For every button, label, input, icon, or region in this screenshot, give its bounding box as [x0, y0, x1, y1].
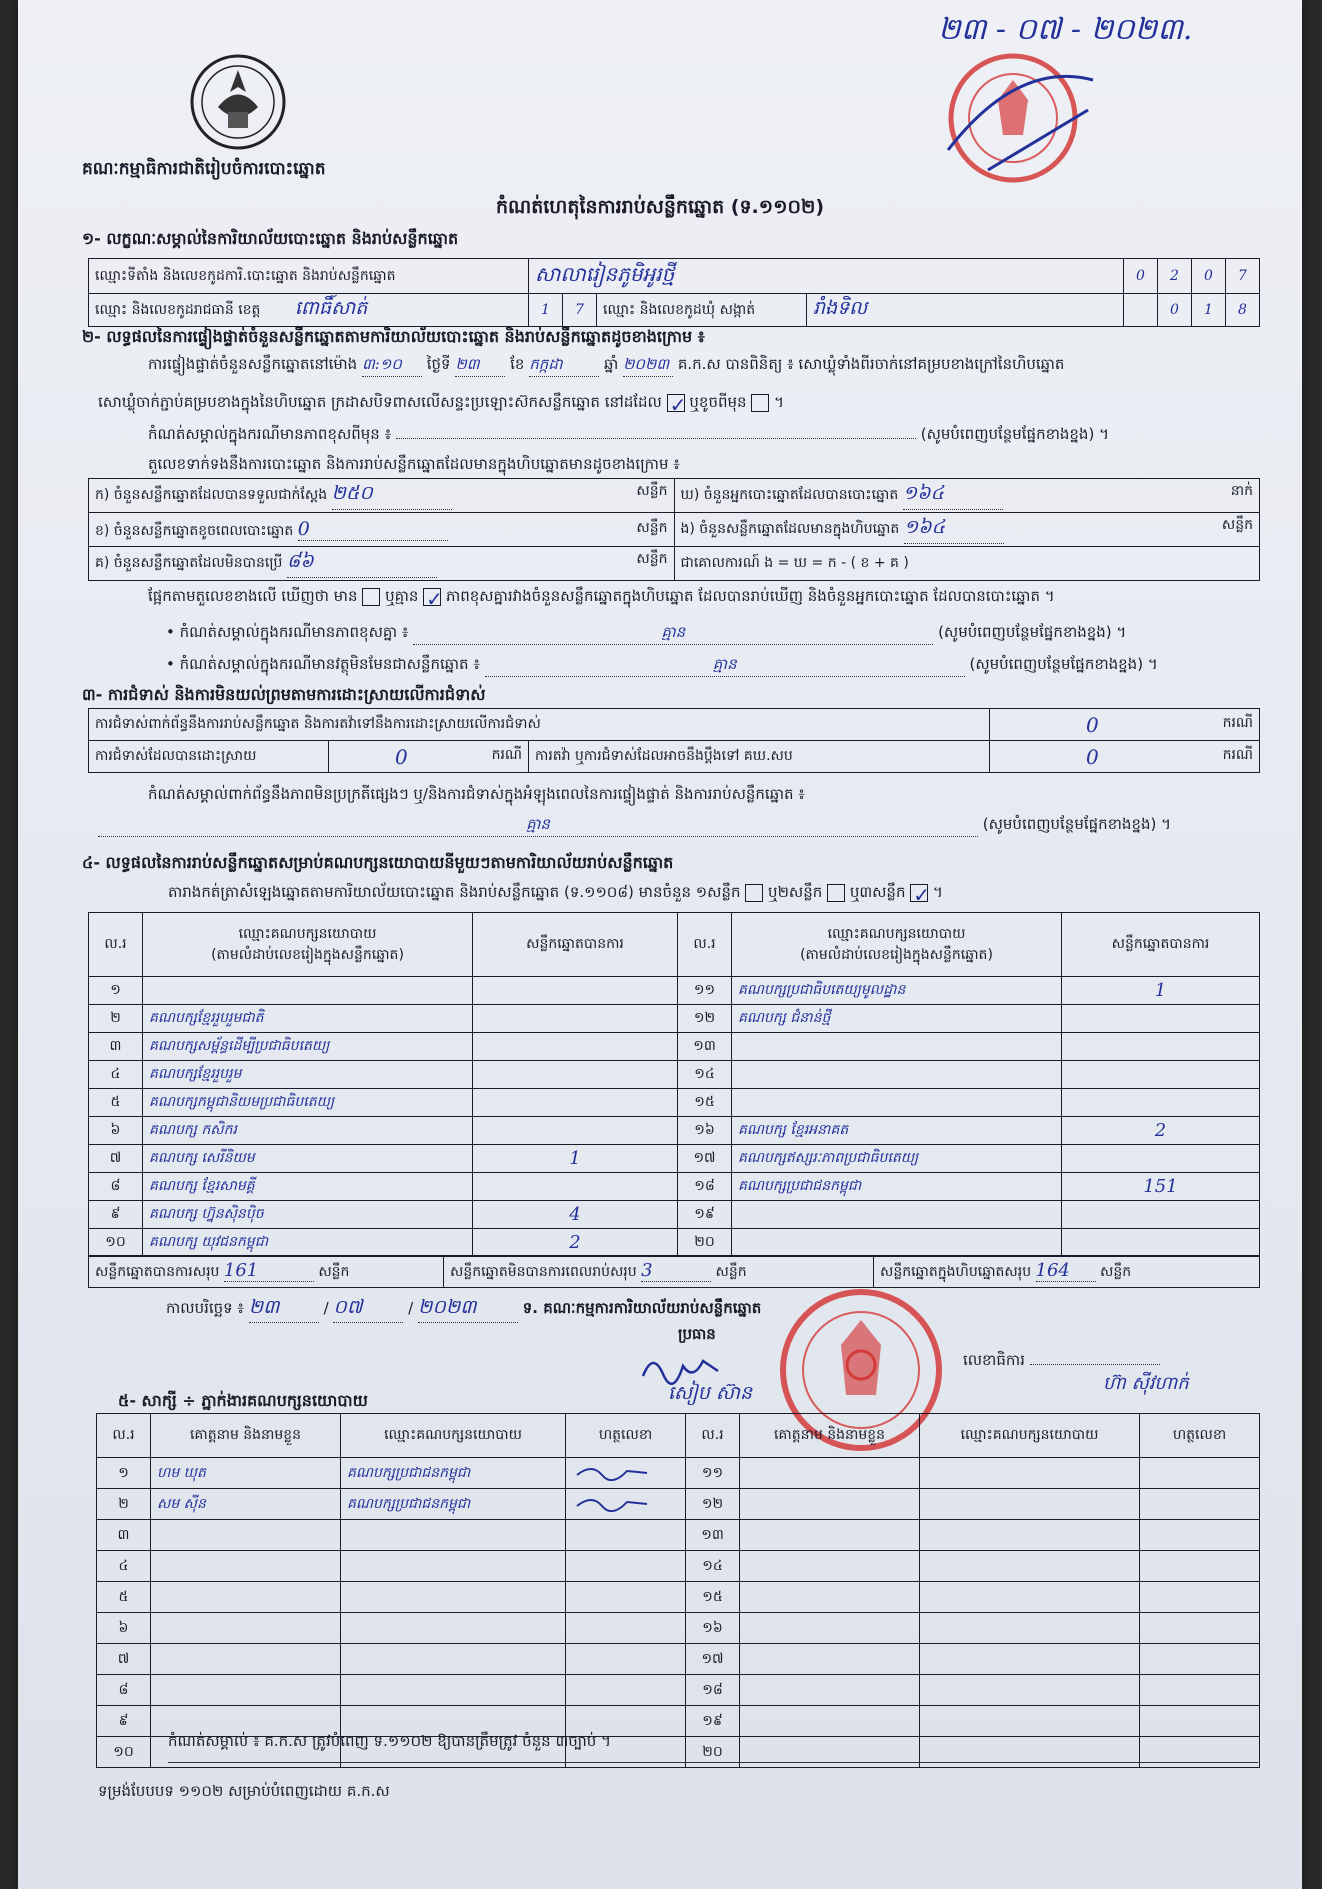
party-votes [473, 1117, 678, 1145]
diff-note-line [166, 620, 1256, 645]
row-no: ៤ [97, 1551, 151, 1582]
difference-note [148, 422, 1258, 446]
para-text: ឬ២សន្លឹក [768, 883, 823, 901]
witness-signature [1140, 1458, 1260, 1489]
row-no: ៨ [97, 1675, 151, 1706]
witness-signature [566, 1613, 686, 1644]
irregularity-note-line [98, 812, 1258, 837]
date-year: ២០២៣ [418, 1292, 518, 1323]
difference-yes-checkbox[interactable] [362, 588, 380, 606]
unit-case: ករណី [1222, 714, 1253, 731]
two-sheets-checkbox[interactable] [827, 884, 845, 902]
damaged-checkbox[interactable] [751, 394, 769, 412]
witness-party: គណបក្សប្រជាជនកម្ពុជា [341, 1458, 566, 1489]
count-value-e: ១៦៤ [904, 515, 1004, 544]
commune-code-digit: 8 [1226, 294, 1260, 327]
table-row [97, 1551, 1260, 1582]
party-name: គណបក្សឥស្សរៈភាពប្រជាធិបតេយ្យ [732, 1145, 1062, 1173]
witness-name [151, 1551, 341, 1582]
sheet-count-line: តារាងកត់ត្រាសំឡេងឆ្នោតតាមការិយាល័យបោះឆ្នោត និងរាប់សន្លឹកឆ្នោត (ទ.១១០៨) មានចំនួន ១សន្លឹក ឬ២សន្លឹក ឬ៣សន្លឹក ✓ ។ [168, 880, 1258, 904]
party-name: គណបក្ស ខ្មែរអនាគត [732, 1117, 1062, 1145]
witness-name [151, 1675, 341, 1706]
sum-invalid-value: 3 [641, 1260, 711, 1282]
row-no: ៣ [89, 1033, 143, 1061]
count-label-e: ង) ចំនួនសន្លឹកឆ្នោតដែលមានក្នុងហិបឆ្នោត [680, 521, 900, 537]
row-no: ៣ [97, 1520, 151, 1551]
count-value-d: ១៦៤ [903, 481, 1003, 510]
table-row [97, 1489, 1260, 1520]
party-name: គណបក្សខ្មែររួបរួម [143, 1061, 473, 1089]
witness-name: ហម ឃុត [151, 1458, 341, 1489]
witness-name [740, 1520, 920, 1551]
witness-signature [566, 1582, 686, 1613]
col-name: គោត្តនាម និងនាមខ្លួន [151, 1414, 341, 1458]
para-text: ខែ [510, 355, 525, 373]
one-sheet-checkbox[interactable] [745, 884, 763, 902]
org-name: គណៈកម្មាធិការជាតិរៀបចំការបោះឆ្នោត [82, 159, 326, 179]
count-value-b: 0 [298, 518, 448, 541]
irregularity-note-label: កំណត់សម្គាល់ពាក់ព័ន្ធនឹងភាពមិនប្រក្រតីផ្សេងៗ ឬ/និងការជំទាស់ក្នុងអំឡុងពេលនៃការផ្ទៀងផ្ទាត់ និងការរាប់សន្លឹកឆ្នោត ៖ [148, 785, 805, 803]
table-row [89, 1033, 1260, 1061]
party-votes [473, 1173, 678, 1201]
col-no: ល.រ [97, 1414, 151, 1458]
unit-sheet: សន្លឹក [1099, 1264, 1132, 1280]
foreign-note-line [166, 652, 1256, 677]
chair-label: ប្រធាន [678, 1325, 716, 1343]
witness-name: សម ស៊ីន [151, 1489, 341, 1520]
party-name [732, 1089, 1062, 1117]
commune-code-digit: 0 [1158, 294, 1192, 327]
witness-party [920, 1520, 1140, 1551]
party-name: គណបក្សប្រជាធិបតេយ្យមូលដ្ឋាន [732, 977, 1062, 1005]
station-code-digit: 7 [1226, 259, 1260, 294]
row-no: ១៨ [678, 1173, 732, 1201]
row-no: ១០ [97, 1737, 151, 1768]
note-label: កំណត់សម្គាល់ក្នុងករណីមានភាពខុសពីមុន ៖ [148, 425, 392, 443]
witness-party [920, 1458, 1140, 1489]
witness-signature [566, 1551, 686, 1582]
row-no: ៧ [97, 1644, 151, 1675]
party-name: គណបក្ស យុវជនកម្ពុជា [143, 1229, 473, 1257]
row-no: ១៦ [678, 1117, 732, 1145]
col-party-sub: (តាមលំដាប់លេខរៀងក្នុងសន្លឹកឆ្នោត) [211, 946, 404, 963]
fill-note: (សូមបំពេញបន្ថែមផ្នែកខាងខ្នង) ។ [938, 623, 1127, 641]
party-votes: 1 [1062, 977, 1260, 1005]
para-text: គ.ក.ស បានពិនិត្យ ៖ សោឃ្លុំទាំងពីរចាក់នៅគម្របខាងក្រៅនៃហិបឆ្នោត [677, 355, 1065, 373]
table-row [89, 1117, 1260, 1145]
witness-table [96, 1413, 1260, 1768]
intact-checkbox[interactable] [667, 394, 685, 412]
witness-name [151, 1613, 341, 1644]
province-value: ពោធិ៍សាត់ [294, 297, 368, 319]
diff-label: • កំណត់សម្គាល់ក្នុងករណីមានភាពខុសគ្នា ៖ [166, 623, 409, 641]
witness-name [740, 1706, 920, 1737]
witness-party [341, 1520, 566, 1551]
row-no: ២ [97, 1489, 151, 1520]
three-sheets-checkbox[interactable] [910, 884, 928, 902]
signature-icon [572, 1461, 652, 1481]
date-line: កាលបរិច្ឆេទ ៖ ២៣ / ០៧ / ២០២៣ ទ. គណៈកម្មការការិយាល័យរាប់សន្លឹកឆ្នោត [166, 1292, 1256, 1323]
footer-note: កំណត់សម្គាល់ ៖ គ.ក.ស ត្រូវបំពេញ ទ.១១០២ ឱ្យបានត្រឹមត្រូវ ចំនួន ៣ច្បាប់ ។ [168, 1732, 611, 1750]
fill-note: (សូមបំពេញបន្ថែមផ្នែកខាងខ្នង) ។ [969, 655, 1158, 673]
col-party-sub: (តាមលំដាប់លេខរៀងក្នុងសន្លឹកឆ្នោត) [800, 946, 993, 963]
para-text: ឬ៣សន្លឹក [849, 883, 906, 901]
sum-invalid-label: សន្លឹកឆ្នោតមិនបានការពេលរាប់សរុប [450, 1264, 637, 1280]
col-party [732, 913, 1062, 977]
table-row [89, 977, 1260, 1005]
fill-note: (សូមបំពេញបន្ថែមផ្នែកខាងខ្នង) ។ [920, 425, 1109, 443]
sum-total-label: សន្លឹកឆ្នោតក្នុងហិបឆ្នោតសរុប [880, 1264, 1032, 1280]
col-party: ឈ្មោះគណបក្សនយោបាយ [341, 1414, 566, 1458]
count-label-d: ឃ) ចំនួនអ្នកបោះឆ្នោតដែលបានបោះឆ្នោត [680, 487, 899, 503]
seal-paragraph: សោឃ្លុំចាក់ភ្ជាប់គម្របខាងក្នុងនៃហិបឆ្នោត ក្រដាសបិទពាសលើសន្ទះប្រឡោះស៊កសន្លឹកឆ្នោត នៅដដែល ✓ ឬខូចពីមុន ។ [98, 390, 1258, 414]
verify-month: កក្កដា [529, 352, 599, 377]
row-no: ៨ [89, 1173, 143, 1201]
official-stamp-top [928, 40, 1098, 190]
para-text: ថ្ងៃទី [426, 355, 451, 373]
row-no: ១៩ [678, 1201, 732, 1229]
party-votes [473, 1061, 678, 1089]
objections-value: 0 [1086, 712, 1099, 737]
chair-name: សៀប ស៊ាន [668, 1382, 753, 1404]
appeal-value: 0 [1086, 744, 1099, 769]
para-text: ការផ្ទៀងផ្ទាត់ចំនួនសន្លឹកឆ្នោតនៅម៉ោង [148, 355, 358, 373]
difference-no-checkbox[interactable] [423, 588, 441, 606]
date-month: ០៧ [333, 1292, 403, 1323]
station-code-digit: 0 [1124, 259, 1158, 294]
witness-signature [566, 1520, 686, 1551]
row-no: ១១ [678, 977, 732, 1005]
secretary-label: លេខាធិការ [963, 1351, 1025, 1369]
party-name: គណបក្ស ខ្មែរសាមគ្គី [143, 1173, 473, 1201]
nec-emblem-icon [188, 52, 288, 152]
witness-signature [566, 1458, 686, 1489]
row-no: ៤ [89, 1061, 143, 1089]
row-no: ៥ [89, 1089, 143, 1117]
witness-party [341, 1613, 566, 1644]
witness-signature [566, 1644, 686, 1675]
col-votes: សន្លឹកឆ្នោតបានការ [1062, 913, 1260, 977]
unit-case: ករណី [1222, 746, 1253, 763]
row-no: ១ [89, 977, 143, 1005]
row-no: ៦ [97, 1613, 151, 1644]
sum-valid-value: 161 [224, 1260, 314, 1282]
row-no: ១០ [89, 1229, 143, 1257]
party-name: គណបក្ស សេរីនិយម [143, 1145, 473, 1173]
secretary-name: ហ៊ា ស៊ីវហាក់ [1103, 1373, 1189, 1394]
party-votes: 151 [1062, 1173, 1260, 1201]
witness-name [151, 1582, 341, 1613]
para-text: ឬខូចពីមុន [689, 393, 747, 411]
date-day: ២៣ [249, 1292, 319, 1323]
unit-sheet: សន្លឹក [715, 1264, 747, 1280]
row-no: ១៤ [686, 1551, 740, 1582]
table-row [89, 1089, 1260, 1117]
station-info-table [88, 258, 1260, 327]
row-no: ១៨ [686, 1675, 740, 1706]
table-row [97, 1675, 1260, 1706]
row-no: ១២ [678, 1005, 732, 1033]
witness-name [740, 1613, 920, 1644]
witness-signature [1140, 1675, 1260, 1706]
unit-case: ករណី [491, 746, 522, 763]
table-row [97, 1458, 1260, 1489]
resolved-label: ការជំទាស់ដែលបានដោះស្រាយ [89, 741, 329, 773]
witness-signature [1140, 1551, 1260, 1582]
party-name [732, 1201, 1062, 1229]
para-text: សោឃ្លុំចាក់ភ្ជាប់គម្របខាងក្នុងនៃហិបឆ្នោត ក្រដាសបិទពាសលើសន្ទះប្រឡោះស៊កសន្លឹកឆ្នោត នៅដដែល [98, 393, 662, 411]
secretary-line [963, 1348, 1160, 1372]
verify-time: ៣:១០ [362, 352, 422, 377]
witness-party [341, 1582, 566, 1613]
witness-name [151, 1520, 341, 1551]
witness-name [740, 1582, 920, 1613]
party-votes [1062, 1201, 1260, 1229]
col-sign: ហត្ថលេខា [1140, 1414, 1260, 1458]
committee-label: ទ. គណៈកម្មការការិយាល័យរាប់សន្លឹកឆ្នោត [522, 1299, 762, 1317]
foreign-value: គ្មាន [485, 652, 965, 677]
ballot-counts-table: ក) ចំនួនសន្លឹកឆ្នោតដែលបានទទួលជាក់ស្តែង ២៥០ សន្លឹក ឃ) ចំនួនអ្នកបោះឆ្នោតដែលបានបោះឆ្នោត ១៦៤ នាក់ ខ) ចំនួនសន្លឹកឆ្នោតខូចពេលបោះឆ្នោត 0 សន្លឹក ង) ចំនួនសន្លឹកឆ្នោតដែលមានក្នុងហិបឆ្នោត ១៦៤ សន្លឹក គ) ចំនួនសន្លឹកឆ្នោតដែលមិនបានប្រើ ៨៦ សន្លឹក ជាគោលការណ៍ ង = ឃ = ក - ( ខ + គ ) [88, 478, 1260, 581]
date-label: កាលបរិច្ឆេទ ៖ [166, 1299, 245, 1317]
witness-name [740, 1551, 920, 1582]
section5-title: ៥- សាក្សី ÷ ភ្នាក់ងារគណបក្សនយោបាយ [118, 1391, 368, 1410]
party-votes [473, 1005, 678, 1033]
witness-name [740, 1644, 920, 1675]
row-no: ២០ [678, 1229, 732, 1257]
col-no: ល.រ [678, 913, 732, 977]
resolved-value: 0 [395, 744, 408, 769]
party-votes [1062, 1033, 1260, 1061]
row-no: ១២ [686, 1489, 740, 1520]
party-votes [473, 1033, 678, 1061]
results-summary [88, 1255, 1260, 1288]
party-votes: 2 [1062, 1117, 1260, 1145]
witness-signature [1140, 1489, 1260, 1520]
party-name [732, 1229, 1062, 1257]
count-label-a: ក) ចំនួនសន្លឹកឆ្នោតដែលបានទទួលជាក់ស្តែង [95, 487, 328, 503]
row-no: ៩ [97, 1706, 151, 1737]
irregularity-value: គ្មាន [98, 812, 978, 837]
row-no: ២ [89, 1005, 143, 1033]
conclusion-line [148, 584, 1258, 608]
station-code-digit: 2 [1158, 259, 1192, 294]
row-no: ៧ [89, 1145, 143, 1173]
witness-party [920, 1613, 1140, 1644]
count-value-a: ២៥០ [332, 481, 452, 510]
formula: ជាគោលការណ៍ ង = ឃ = ក - ( ខ + គ ) [674, 547, 1260, 581]
station-value: សាលារៀនភូមិអូរថ្មី [529, 259, 1124, 294]
counts-intro: តួលេខទាក់ទងនឹងការបោះឆ្នោត និងការរាប់សន្លឹកឆ្នោតដែលមានក្នុងហិបឆ្នោតមានដូចខាងក្រោម ៖ [148, 455, 680, 473]
fill-note: (សូមបំពេញបន្ថែមផ្នែកខាងខ្នង) ។ [982, 815, 1172, 833]
witness-party [920, 1706, 1140, 1737]
province-label: ឈ្មោះ និងលេខកូដរាជធានី ខេត្ត [95, 302, 261, 318]
party-votes: 1 [473, 1145, 678, 1173]
row-no: ១៣ [678, 1033, 732, 1061]
para-text: ផ្អែកតាមតួលេខខាងលើ ឃើញថា មាន [148, 587, 358, 605]
row-no: ១ [97, 1458, 151, 1489]
verification-paragraph [148, 352, 1268, 377]
signature-icon [572, 1492, 652, 1512]
witness-signature [566, 1675, 686, 1706]
party-votes: 4 [473, 1201, 678, 1229]
form-paper [18, 0, 1302, 1889]
table-row [97, 1582, 1260, 1613]
party-name: គណបក្សប្រជាជនកម្ពុជា [732, 1173, 1062, 1201]
col-party-title: ឈ្មោះគណបក្សនយោបាយ [827, 925, 966, 942]
table-row [89, 1061, 1260, 1089]
unit-sheet: សន្លឹក [318, 1264, 350, 1280]
witness-signature [1140, 1582, 1260, 1613]
row-no: ១៦ [686, 1613, 740, 1644]
row-no: ១៥ [686, 1582, 740, 1613]
col-no: ល.រ [686, 1414, 740, 1458]
witness-party: គណបក្សប្រជាជនកម្ពុជា [341, 1489, 566, 1520]
section4-title: ៤- លទ្ធផលនៃការរាប់សន្លឹកឆ្នោតសម្រាប់គណបក្សនយោបាយនីមួយៗតាមការិយាល័យរាប់សន្លឹកឆ្នោត [82, 853, 674, 872]
col-party-title: ឈ្មោះគណបក្សនយោបាយ [238, 925, 377, 942]
commune-value: រាំងទិល [807, 294, 1124, 327]
party-votes [1062, 1005, 1260, 1033]
witness-name [740, 1458, 920, 1489]
commune-label: ឈ្មោះ និងលេខកូដឃុំ សង្កាត់ [597, 294, 807, 327]
table-row [97, 1644, 1260, 1675]
party-name [143, 977, 473, 1005]
col-party [143, 913, 473, 977]
party-name: គណបក្ស កសិករ [143, 1117, 473, 1145]
row-no: ៦ [89, 1117, 143, 1145]
col-party: ឈ្មោះគណបក្សនយោបាយ [920, 1414, 1140, 1458]
col-name: គោត្តនាម និងនាមខ្លួន [740, 1414, 920, 1458]
province-code-digit: 1 [529, 294, 563, 327]
witness-signature [566, 1489, 686, 1520]
section3-title: ៣- ការជំទាស់ និងការមិនយល់ព្រមតាមការដោះស្រាយលើការជំទាស់ [82, 685, 486, 704]
para-text: ឬគ្មាន [385, 587, 419, 605]
count-label-b: ខ) ចំនួនសន្លឹកឆ្នោតខូចពេលបោះឆ្នោត [95, 522, 294, 539]
section1-title: ១- លក្ខណៈសម្គាល់នៃការិយាល័យបោះឆ្នោត និងរាប់សន្លឹកឆ្នោត [82, 229, 459, 248]
col-no: ល.រ [89, 913, 143, 977]
witness-name [740, 1489, 920, 1520]
witness-signature [1140, 1520, 1260, 1551]
sum-total-value: 164 [1036, 1260, 1096, 1282]
row-no: ១៥ [678, 1089, 732, 1117]
objections-table [88, 708, 1260, 773]
document-title: កំណត់ហេតុនៃការរាប់សន្លឹកឆ្នោត (ទ.១១០២) [495, 196, 825, 218]
col-votes: សន្លឹកឆ្នោតបានការ [473, 913, 678, 977]
verify-year: ២០២៣ [623, 352, 673, 377]
table-row [97, 1613, 1260, 1644]
footer-divider [168, 1762, 1258, 1763]
table-row [89, 1229, 1260, 1257]
row-no: ១៧ [686, 1644, 740, 1675]
station-code-digit: 0 [1192, 259, 1226, 294]
verify-day: ២៣ [455, 352, 505, 377]
station-label: ឈ្មោះទីតាំង និងលេខកូដការិ.បោះឆ្នោត និងរាប់សន្លឹកឆ្នោត [89, 259, 529, 294]
party-votes [473, 1089, 678, 1117]
party-name [732, 1061, 1062, 1089]
row-no: ១៣ [686, 1520, 740, 1551]
witness-party [341, 1551, 566, 1582]
party-name: គណបក្សកម្ពុជានិយមប្រជាធិបតេយ្យ [143, 1089, 473, 1117]
witness-name [151, 1644, 341, 1675]
appeal-label: ការតវ៉ា ឬការជំទាស់ដែលអាចនឹងប្តឹងទៅ គឃ.សប [529, 741, 990, 773]
witness-signature [1140, 1613, 1260, 1644]
table-row [97, 1520, 1260, 1551]
party-votes [1062, 1089, 1260, 1117]
para-text: តារាងកត់ត្រាសំឡេងឆ្នោតតាមការិយាល័យបោះឆ្នោត និងរាប់សន្លឹកឆ្នោត (ទ.១១០៨) មានចំនួន ១សន្លឹក [168, 883, 741, 901]
witness-party [920, 1644, 1140, 1675]
handwritten-date: ២៣ - ០៧ - ២០២៣. [938, 12, 1193, 47]
witness-name [740, 1675, 920, 1706]
witness-party [341, 1675, 566, 1706]
table-row [89, 1173, 1260, 1201]
table-row [89, 1005, 1260, 1033]
commune-code-digit: 1 [1192, 294, 1226, 327]
col-sign: ហត្ថលេខា [566, 1414, 686, 1458]
party-name: គណបក្សខ្មែររួបរួមជាតិ [143, 1005, 473, 1033]
party-votes [1062, 1061, 1260, 1089]
witness-signature [1140, 1706, 1260, 1737]
row-no: ១៤ [678, 1061, 732, 1089]
witness-party [920, 1675, 1140, 1706]
row-no: ១១ [686, 1458, 740, 1489]
row-no: ២០ [686, 1737, 740, 1768]
foreign-label: • កំណត់សម្គាល់ក្នុងករណីមានវត្ថុមិនមែនជាសន្លឹកឆ្នោត ៖ [166, 655, 480, 673]
diff-value: គ្មាន [413, 620, 933, 645]
para-text: ភាពខុសគ្នារវាងចំនួនសន្លឹកឆ្នោតក្នុងហិបឆ្នោត ដែលបានរាប់ឃើញ និងចំនួនអ្នកបោះឆ្នោត ដែលបានបោះឆ្នោត ។ [445, 587, 1055, 605]
sum-valid-label: សន្លឹកឆ្នោតបានការសរុប [95, 1264, 220, 1280]
province-code-digit: 7 [563, 294, 597, 327]
count-label-c: គ) ចំនួនសន្លឹកឆ្នោតដែលមិនបានប្រើ [95, 555, 283, 571]
witness-party [341, 1644, 566, 1675]
party-name: គណបក្ស ជំនាន់ថ្មី [732, 1005, 1062, 1033]
party-results-table [88, 912, 1260, 1257]
para-text: ឆ្នាំ [603, 355, 619, 373]
party-name: គណបក្សសម្ព័ន្ធដើម្បីប្រជាធិបតេយ្យ [143, 1033, 473, 1061]
witness-party [920, 1489, 1140, 1520]
party-name [732, 1033, 1062, 1061]
table-row [89, 1201, 1260, 1229]
witness-party [920, 1582, 1140, 1613]
row-no: ៩ [89, 1201, 143, 1229]
row-no: ៥ [97, 1582, 151, 1613]
province-cell [89, 294, 529, 327]
party-votes: 2 [473, 1229, 678, 1257]
objections-label: ការជំទាស់ពាក់ព័ន្ធនឹងការរាប់សន្លឹកឆ្នោត និងការតវ៉ាទៅនឹងការដោះស្រាយលើការជំទាស់ [89, 709, 990, 741]
party-votes [1062, 1145, 1260, 1173]
section2-title: ២- លទ្ធផលនៃការផ្ទៀងផ្ទាត់ចំនួនសន្លឹកឆ្នោតតាមការិយាល័យបោះឆ្នោត និងរាប់សន្លឹកឆ្នោតដូចខាងក្រោម ៖ [82, 327, 705, 346]
table-row [89, 1145, 1260, 1173]
party-votes [1062, 1229, 1260, 1257]
party-name: គណបក្ស ហ្វ៊ុនស៊ិនប៉ិច [143, 1201, 473, 1229]
footer-form-label: ទម្រង់បែបបទ ១១០២ សម្រាប់បំពេញដោយ គ.ក.ស [98, 1782, 390, 1800]
party-votes [473, 977, 678, 1005]
witness-signature [1140, 1644, 1260, 1675]
row-no: ១៩ [686, 1706, 740, 1737]
count-value-c: ៨៦ [287, 549, 437, 578]
row-no: ១៧ [678, 1145, 732, 1173]
witness-party [920, 1551, 1140, 1582]
